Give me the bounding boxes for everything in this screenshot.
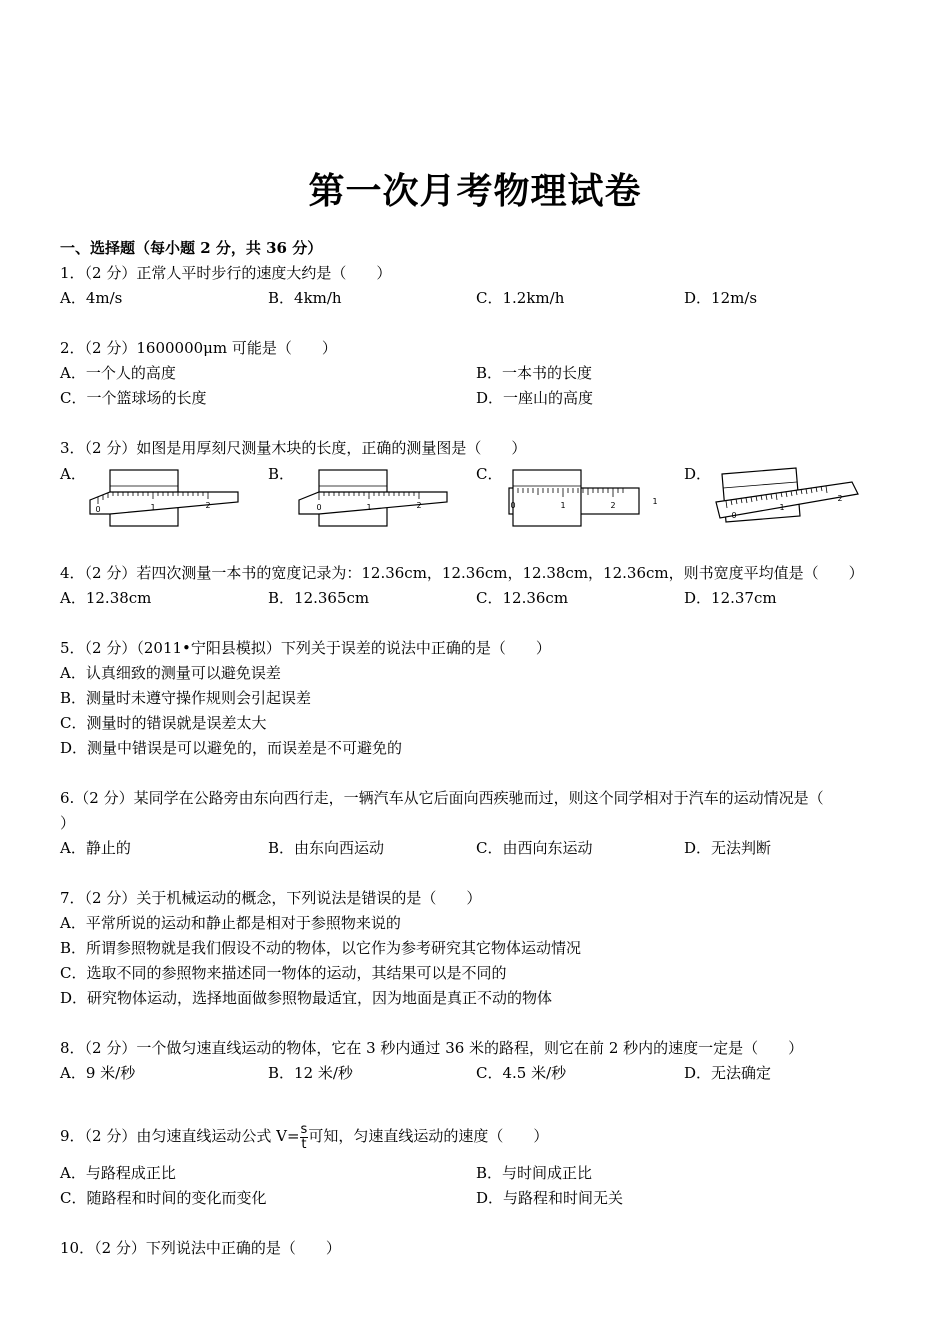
question-9-stem	[60, 1121, 548, 1152]
q8-option-c[interactable]: C．4.5 米/秒	[476, 1064, 567, 1082]
ruler-figure-c	[505, 464, 665, 532]
question-8-stem: 8．（2 分）一个做匀速直线运动的物体，它在 3 秒内通过 36 米的路程，则它在前 2 秒内的速度一定是（ ）	[60, 1039, 804, 1057]
ruler-figure-d	[712, 464, 868, 532]
question-6-stem-cont: ）	[60, 814, 76, 832]
q5-option-c[interactable]: C．测量时的错误就是误差太大	[60, 714, 267, 732]
fraction-denominator: t	[301, 1136, 307, 1152]
question-6-stem: 6.（2 分）某同学在公路旁由东向西行走，一辆汽车从它后面向西疾驰而过，则这个同学相对于汽车的运动情况是（	[60, 789, 824, 807]
fig-a-tick-1: 1	[150, 503, 156, 512]
q9-option-b[interactable]: B．与时间成正比	[476, 1164, 593, 1182]
q3-option-c[interactable]: C．	[476, 465, 503, 483]
fig-a-tick-2: 2	[205, 501, 211, 510]
fraction-numerator: s	[300, 1121, 308, 1137]
ruler-figure-a	[88, 464, 244, 532]
q1-option-b[interactable]: B．4km/h	[268, 289, 342, 307]
fig-b-tick-0: 0	[316, 503, 322, 512]
question-7-stem: 7．（2 分）关于机械运动的概念，下列说法是错误的是（ ）	[60, 889, 482, 907]
q4-option-b[interactable]: B．12.365cm	[268, 589, 370, 607]
q4-option-d[interactable]: D．12.37cm	[684, 589, 777, 607]
q7-option-b[interactable]: B．所谓参照物就是我们假设不动的物体，以它作为参考研究其它物体运动情况	[60, 939, 582, 957]
question-2-stem: 2．（2 分）1600000μm 可能是（ ）	[60, 339, 337, 357]
fig-b-tick-2: 2	[416, 501, 422, 510]
fig-b-tick-1: 1	[366, 503, 372, 512]
q3-option-b[interactable]: B．	[268, 465, 295, 483]
q9-option-c[interactable]: C．随路程和时间的变化而变化	[60, 1189, 267, 1207]
page-title: 第一次月考物理试卷	[308, 170, 642, 212]
q2-option-b[interactable]: B．一本书的长度	[476, 364, 593, 382]
q5-option-a[interactable]: A．认真细致的测量可以避免误差	[60, 664, 281, 682]
question-10-stem: 10．（2 分）下列说法中正确的是（ ）	[60, 1239, 341, 1257]
question-1-stem: 1．（2 分）正常人平时步行的速度大约是（ ）	[60, 264, 392, 282]
q3-option-a[interactable]: A．	[60, 465, 86, 483]
q6-option-b[interactable]: B．由东向西运动	[268, 839, 385, 857]
fig-d-tick-0: 0	[731, 511, 737, 520]
fig-c-tick-extra: 1	[652, 497, 658, 506]
q2-option-c[interactable]: C．一个篮球场的长度	[60, 389, 207, 407]
velocity-fraction	[300, 1123, 309, 1152]
q8-option-d[interactable]: D．无法确定	[684, 1064, 772, 1082]
q9-option-d[interactable]: D．与路程和时间无关	[476, 1189, 624, 1207]
q1-option-c[interactable]: C．1.2km/h	[476, 289, 565, 307]
ruler-figure-b	[297, 464, 453, 532]
q7-option-a[interactable]: A．平常所说的运动和静止都是相对于参照物来说的	[60, 914, 401, 932]
q1-option-a[interactable]: A．4m/s	[60, 289, 123, 307]
fig-c-tick-2: 2	[610, 501, 616, 510]
q3-option-d[interactable]: D．	[684, 465, 712, 483]
section-heading: 一、选择题（每小题 2 分，共 36 分）	[60, 239, 323, 257]
fig-c-tick-0: 0	[510, 501, 516, 510]
q9-stem-pre: 9．（2 分）由匀速直线运动公式 V=	[60, 1127, 300, 1145]
q4-option-c[interactable]: C．12.36cm	[476, 589, 569, 607]
question-5-stem: 5．（2 分）（2011•宁阳县模拟）下列关于误差的说法中正确的是（ ）	[60, 639, 551, 657]
question-4-stem: 4．（2 分）若四次测量一本书的宽度记录为：12.36cm，12.36cm，12.38cm，12.36cm，则书宽度平均值是（ ）	[60, 564, 864, 582]
q9-stem-post: 可知，匀速直线运动的速度（ ）	[308, 1127, 549, 1145]
q6-option-c[interactable]: C．由西向东运动	[476, 839, 593, 857]
q7-option-d[interactable]: D．研究物体运动，选择地面做参照物最适宜，因为地面是真正不动的物体	[60, 989, 553, 1007]
q1-option-d[interactable]: D．12m/s	[684, 289, 758, 307]
q5-option-b[interactable]: B．测量时未遵守操作规则会引起误差	[60, 689, 312, 707]
fig-d-tick-1: 1	[779, 503, 785, 512]
fig-d-tick-2: 2	[837, 494, 843, 503]
q5-option-d[interactable]: D．测量中错误是可以避免的，而误差是不可避免的	[60, 739, 403, 757]
fig-a-tick-0: 0	[95, 505, 101, 514]
q2-option-d[interactable]: D．一座山的高度	[476, 389, 594, 407]
q8-option-b[interactable]: B．12 米/秒	[268, 1064, 353, 1082]
q6-option-a[interactable]: A．静止的	[60, 839, 131, 857]
question-3-stem: 3．（2 分）如图是用厚刻尺测量木块的长度，正确的测量图是（ ）	[60, 439, 527, 457]
q7-option-c[interactable]: C．选取不同的参照物来描述同一物体的运动，其结果可以是不同的	[60, 964, 507, 982]
q4-option-a[interactable]: A．12.38cm	[60, 589, 152, 607]
q2-option-a[interactable]: A．一个人的高度	[60, 364, 176, 382]
q8-option-a[interactable]: A．9 米/秒	[60, 1064, 136, 1082]
q6-option-d[interactable]: D．无法判断	[684, 839, 772, 857]
fig-c-tick-1: 1	[560, 501, 566, 510]
q9-option-a[interactable]: A．与路程成正比	[60, 1164, 176, 1182]
